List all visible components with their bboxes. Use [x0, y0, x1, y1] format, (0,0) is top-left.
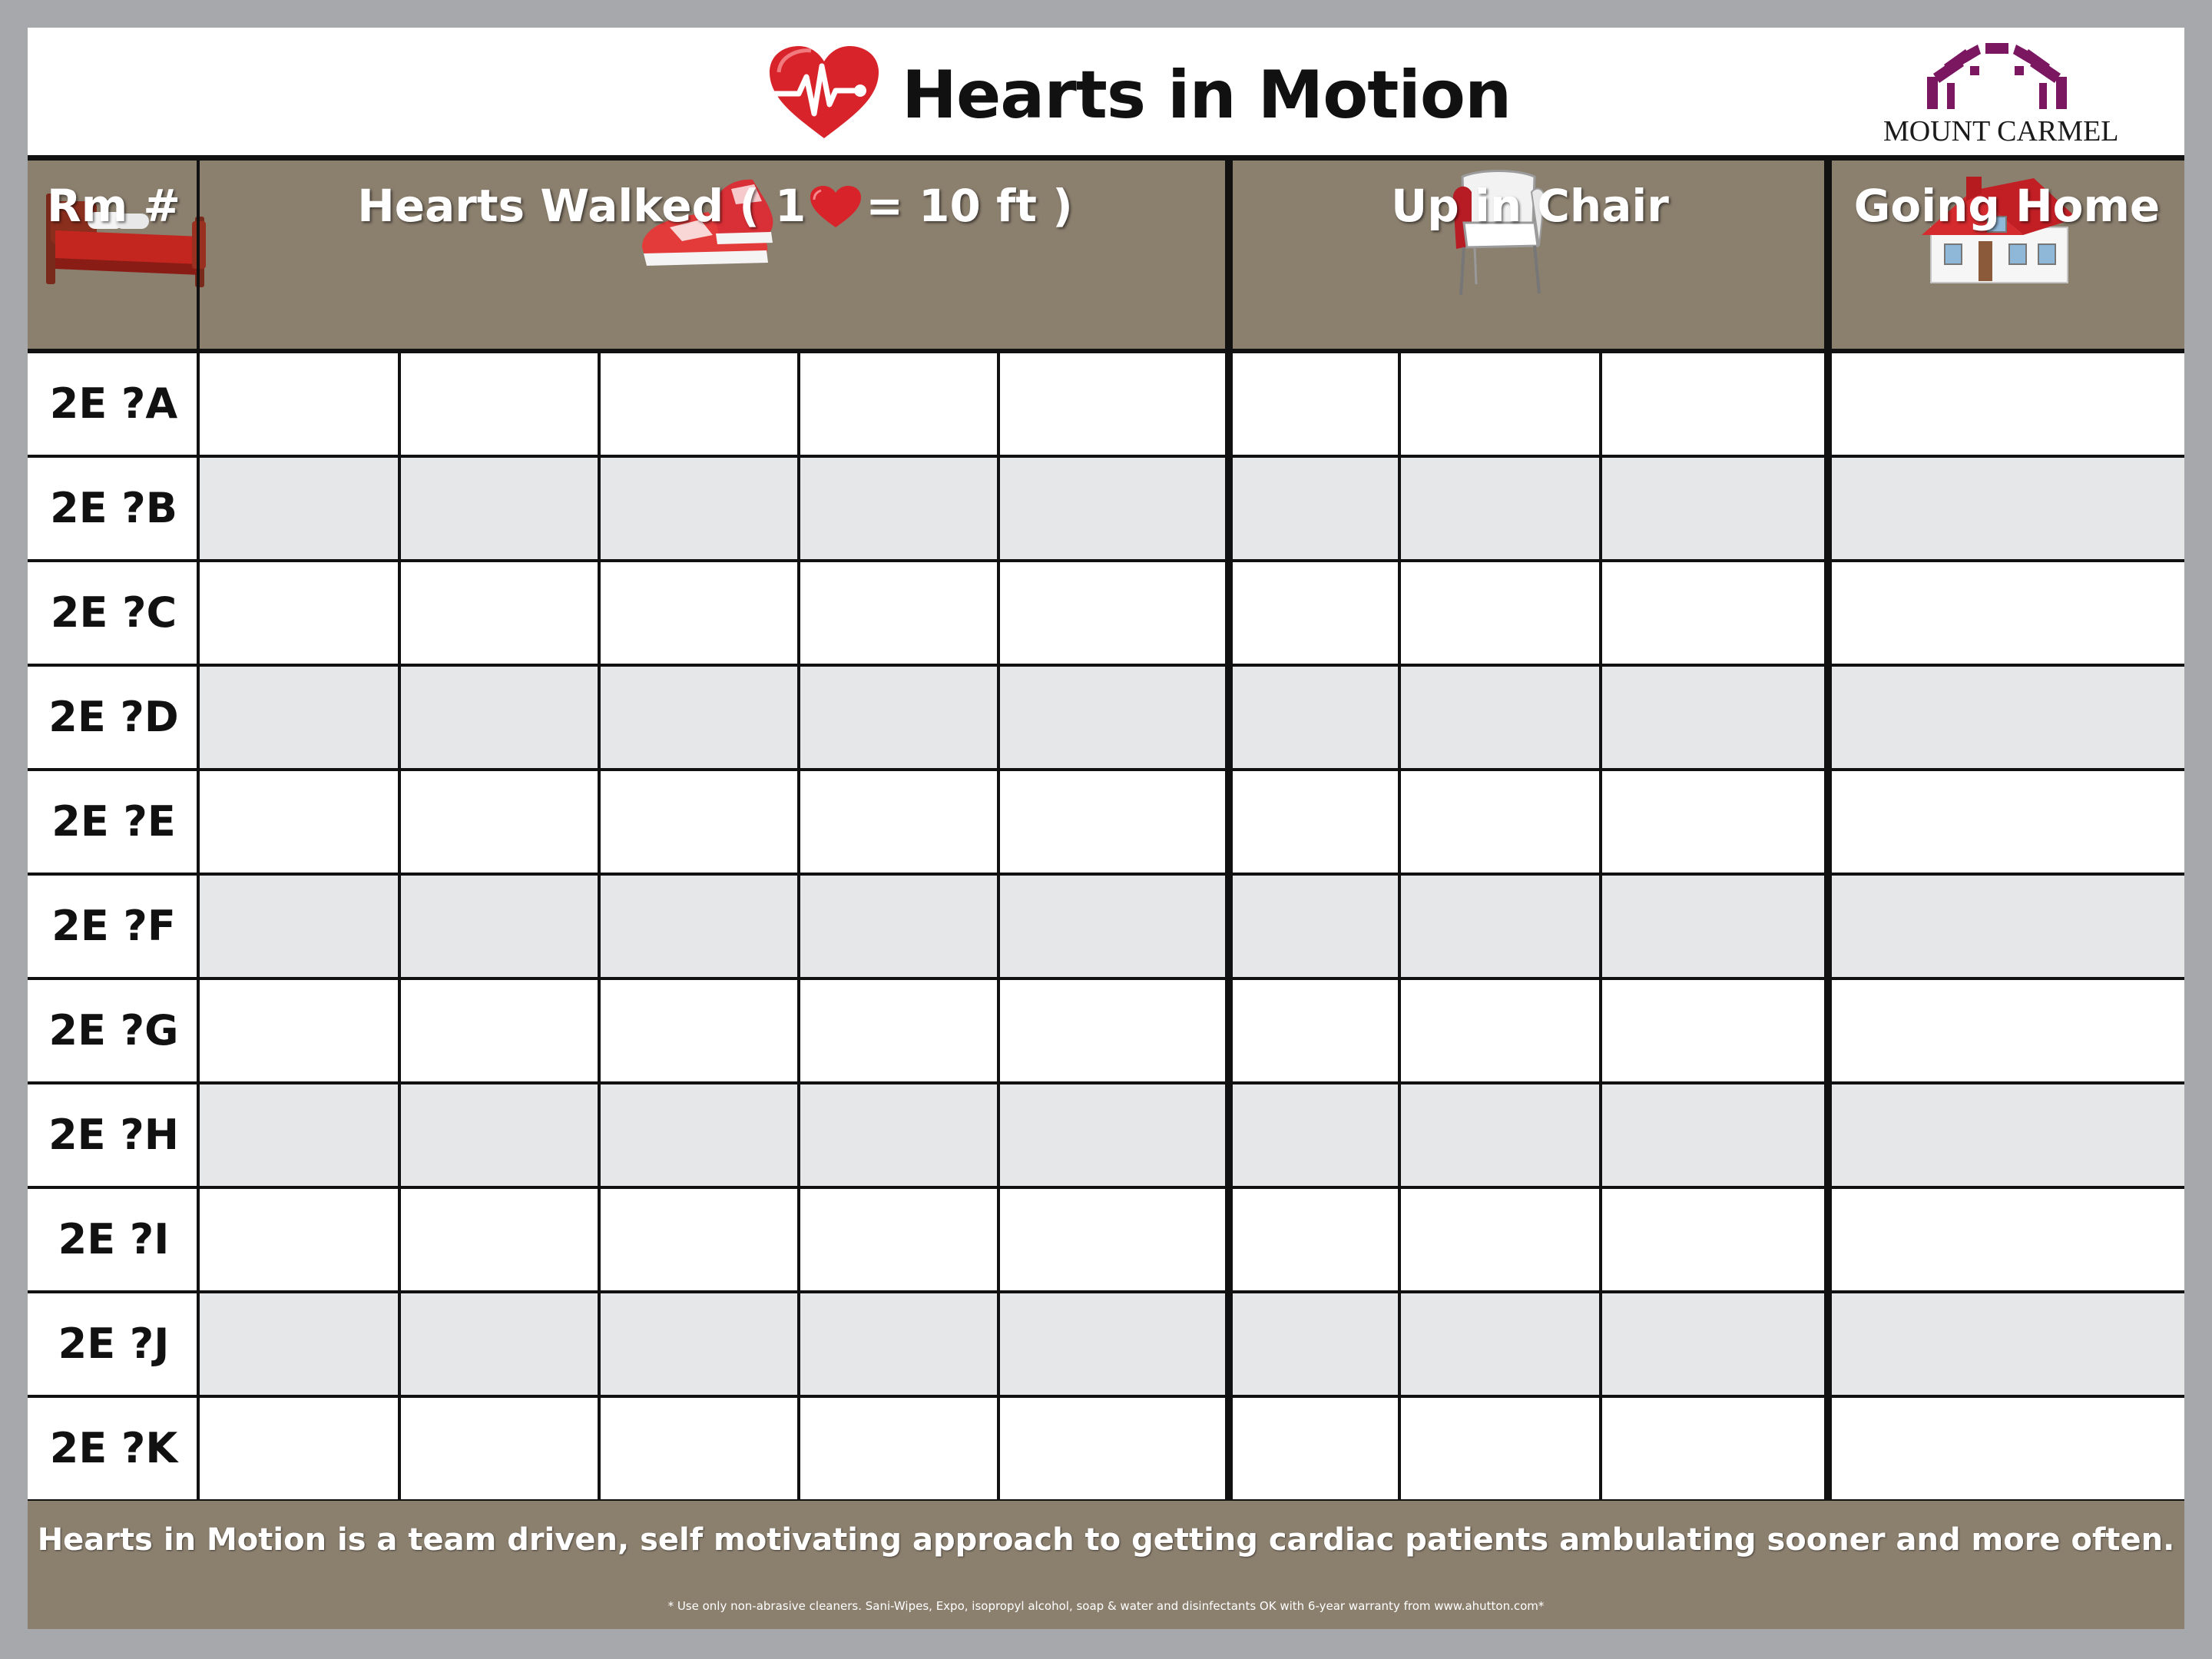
row-divider	[28, 1290, 2184, 1293]
table-row	[28, 1396, 2184, 1501]
row-divider	[28, 1395, 2184, 1398]
table-row	[28, 1187, 2184, 1292]
column-divider	[997, 352, 1000, 1501]
column-header-up-in-chair: Up in Chair	[1391, 180, 1669, 232]
room-number: 2E ?H	[28, 1083, 200, 1187]
footer-note: * Use only non-abrasive cleaners. Sani-Wipes, Expo, isopropyl alcohol, soap & water and disinfectants OK with 6-year warranty from www.ahutton.com*	[667, 1599, 1545, 1613]
row-divider	[28, 873, 2184, 876]
whiteboard-chart	[28, 28, 2184, 1629]
room-number: 2E ?D	[28, 665, 200, 770]
column-divider	[598, 352, 601, 1501]
tracking-grid	[28, 28, 2184, 1629]
room-number: 2E ?E	[28, 770, 200, 874]
room-number: 2E ?C	[28, 561, 200, 665]
room-number: 2E ?A	[28, 352, 200, 456]
room-number: 2E ?G	[28, 979, 200, 1083]
column-divider	[197, 161, 200, 1501]
footer-band	[28, 1501, 2184, 1629]
table-row	[28, 665, 2184, 770]
column-divider	[797, 352, 800, 1501]
room-number: 2E ?J	[28, 1292, 200, 1396]
table-row	[28, 561, 2184, 665]
room-number: 2E ?B	[28, 456, 200, 561]
column-divider	[1225, 161, 1233, 1501]
row-divider	[28, 1081, 2184, 1084]
table-row	[28, 352, 2184, 456]
column-divider	[1824, 161, 1832, 1501]
table-row	[28, 1083, 2184, 1187]
room-number: 2E ?K	[28, 1396, 200, 1501]
room-number: 2E ?I	[28, 1187, 200, 1292]
table-row	[28, 1292, 2184, 1396]
column-header-room: Rm #	[47, 180, 180, 232]
row-divider	[28, 559, 2184, 562]
table-row	[28, 874, 2184, 979]
room-number: 2E ?F	[28, 874, 200, 979]
table-row	[28, 456, 2184, 561]
row-divider	[28, 455, 2184, 458]
logo-text: MOUNT CARMEL	[1883, 115, 2119, 147]
row-divider	[28, 768, 2184, 771]
footer-tagline: Hearts in Motion is a team driven, self motivating approach to getting cardiac patients ambulating sooner and more often.	[37, 1522, 2175, 1558]
table-rule	[28, 349, 2184, 353]
table-row	[28, 770, 2184, 874]
column-header-going-home: Going Home	[1853, 180, 2161, 232]
column-divider	[398, 352, 401, 1501]
table-row	[28, 979, 2184, 1083]
column-divider	[1599, 352, 1602, 1501]
column-divider	[1398, 352, 1401, 1501]
row-divider	[28, 977, 2184, 980]
page-title: Hearts in Motion	[902, 57, 1512, 134]
row-divider	[28, 1186, 2184, 1189]
hearts-walked-suffix: = 10 ft )	[866, 180, 1073, 232]
hearts-walked-prefix: Hearts Walked ( 1	[357, 180, 806, 232]
row-divider	[28, 664, 2184, 667]
